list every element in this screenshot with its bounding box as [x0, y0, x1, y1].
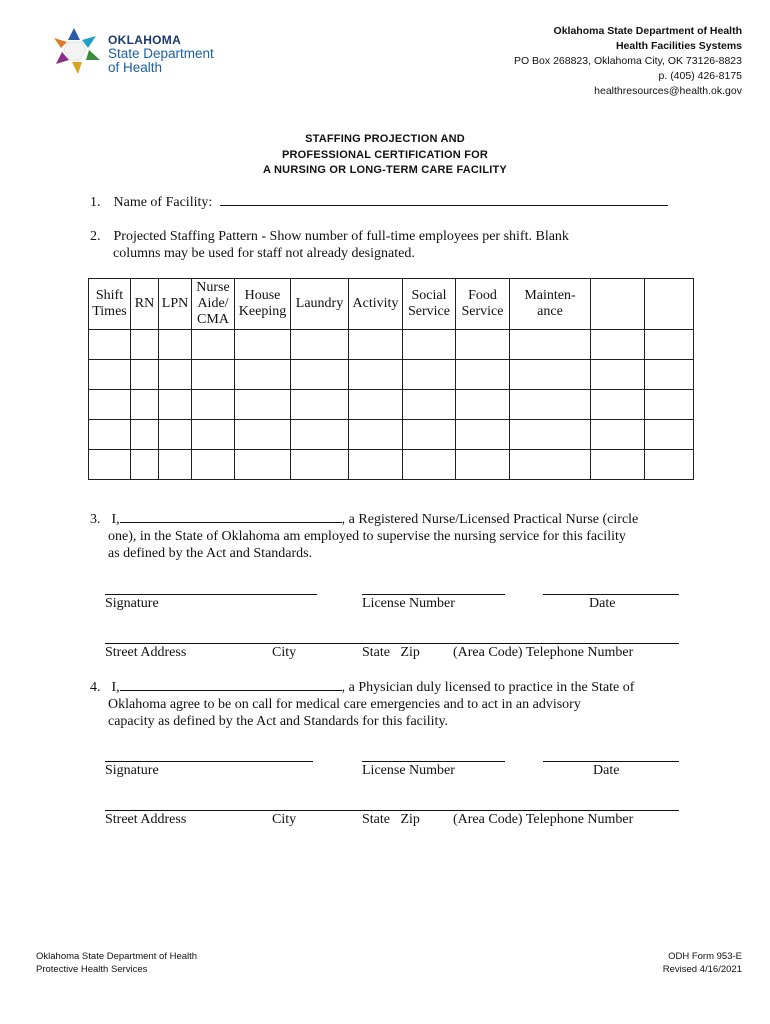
column-header-7: [403, 279, 456, 330]
q4-license-line[interactable]: [362, 761, 505, 762]
q4-line3: capacity as defined by the Act and Standards for this facility.: [108, 714, 449, 729]
table-cell[interactable]: [89, 330, 131, 360]
table-cell[interactable]: [235, 450, 291, 480]
table-cell[interactable]: [349, 390, 403, 420]
table-cell[interactable]: [403, 390, 456, 420]
table-cell[interactable]: [403, 420, 456, 450]
logo-line-1: OKLAHOMA: [108, 33, 182, 47]
q3-license-label: License Number: [362, 596, 455, 611]
question-4: [90, 679, 690, 730]
form-title: [0, 132, 770, 179]
table-cell[interactable]: [510, 360, 591, 390]
table-cell[interactable]: [403, 360, 456, 390]
table-cell[interactable]: [510, 390, 591, 420]
footer-right: [663, 950, 742, 976]
table-cell[interactable]: [89, 390, 131, 420]
table-cell[interactable]: [591, 450, 645, 480]
table-cell[interactable]: [192, 330, 235, 360]
table-cell[interactable]: [291, 360, 349, 390]
footer-revised: Revised 4/16/2021: [662, 964, 742, 975]
footer-division: Protective Health Services: [36, 964, 148, 975]
q4-street-label: Street Address: [105, 812, 187, 827]
q3-line3: as defined by the Act and Standards.: [108, 546, 313, 561]
q4-prefix: I,: [111, 680, 120, 695]
column-header-text: ance: [537, 304, 563, 319]
table-cell[interactable]: [235, 420, 291, 450]
table-cell[interactable]: [591, 330, 645, 360]
question-3: [90, 511, 690, 562]
q1-label: Name of Facility:: [113, 195, 213, 210]
column-header-text: Nurse: [196, 280, 230, 295]
q2-text-line1: Projected Staffing Pattern - Show number of full-time employees per shift. Blank: [113, 229, 569, 244]
column-header-text: Activity: [352, 296, 399, 311]
table-cell[interactable]: [89, 420, 131, 450]
table-cell[interactable]: [645, 390, 694, 420]
facility-name-field[interactable]: [220, 205, 668, 206]
q4-line1: , a Physician duly licensed to practice in the State of: [341, 680, 635, 695]
table-cell[interactable]: [456, 330, 510, 360]
table-cell[interactable]: [291, 330, 349, 360]
q2-text-line2: columns may be used for staff not already designated.: [113, 246, 415, 261]
q3-state-zip-label: State Zip: [362, 645, 420, 660]
table-cell[interactable]: [456, 420, 510, 450]
q3-prefix: I,: [111, 512, 120, 527]
table-row: [89, 330, 694, 360]
contact-email[interactable]: healthresources@health.ok.gov: [594, 85, 742, 97]
table-cell[interactable]: [192, 420, 235, 450]
table-cell[interactable]: [510, 330, 591, 360]
table-cell[interactable]: [403, 450, 456, 480]
q4-city-label: City: [272, 812, 297, 827]
title-line-1: STAFFING PROJECTION AND: [305, 133, 465, 145]
column-header-text: RN: [134, 296, 155, 311]
table-row: [89, 360, 694, 390]
table-cell[interactable]: [159, 330, 192, 360]
nurse-name-field[interactable]: [120, 522, 342, 523]
column-header-2: [159, 279, 192, 330]
column-header-6: [349, 279, 403, 330]
table-cell[interactable]: [159, 360, 192, 390]
contact-org: Oklahoma State Department of Health: [553, 25, 742, 37]
table-cell[interactable]: [159, 390, 192, 420]
question-1: [90, 194, 690, 211]
table-cell[interactable]: [456, 360, 510, 390]
logo-line-3: of Health: [108, 60, 163, 75]
footer-left: [36, 950, 197, 976]
title-line-3: A NURSING OR LONG-TERM CARE FACILITY: [263, 164, 507, 176]
q4-date-line[interactable]: [543, 761, 679, 762]
q3-line2: one), in the State of Oklahoma am employed to supervise the nursing service for this facility: [108, 529, 626, 544]
column-header-text: Food: [468, 288, 497, 303]
table-row: [89, 420, 694, 450]
column-header-text: Shift: [95, 288, 124, 303]
q3-address-line[interactable]: [105, 643, 679, 644]
table-cell[interactable]: [645, 420, 694, 450]
column-header-text: Service: [408, 304, 450, 319]
logo-line-2: State Department: [108, 46, 214, 61]
column-header-11: [645, 279, 694, 330]
footer-org: Oklahoma State Department of Health: [36, 951, 198, 962]
q3-street-label: Street Address: [105, 645, 187, 660]
q3-line1: , a Registered Nurse/Licensed Practical Nurse (circle: [341, 512, 639, 527]
q3-city-label: City: [272, 645, 297, 660]
q3-phone-label: (Area Code) Telephone Number: [453, 645, 634, 660]
column-header-text: Social: [411, 288, 447, 303]
q1-number: 1.: [90, 195, 101, 210]
column-header-8: [456, 279, 510, 330]
column-header-text: Aide/: [197, 296, 229, 311]
table-cell[interactable]: [291, 420, 349, 450]
table-cell[interactable]: [403, 330, 456, 360]
q4-date-label: Date: [593, 763, 620, 778]
table-cell[interactable]: [349, 420, 403, 450]
table-cell[interactable]: [159, 450, 192, 480]
table-cell[interactable]: [131, 420, 159, 450]
column-header-1: [131, 279, 159, 330]
q4-signature-line[interactable]: [105, 761, 313, 762]
odh-logo: [52, 26, 252, 76]
q3-date-line[interactable]: [543, 594, 679, 595]
table-cell[interactable]: [291, 450, 349, 480]
title-line-2: PROFESSIONAL CERTIFICATION FOR: [281, 148, 489, 161]
column-header-text: Mainten-: [524, 288, 576, 303]
table-cell[interactable]: [591, 360, 645, 390]
q3-signature-line[interactable]: [105, 594, 317, 595]
q3-signature-label: Signature: [105, 596, 159, 611]
table-cell[interactable]: [591, 390, 645, 420]
contact-phone: p. (405) 426-8175: [658, 70, 742, 82]
q2-number: 2.: [90, 229, 101, 244]
table-cell[interactable]: [349, 330, 403, 360]
q4-license-label: License Number: [362, 763, 455, 778]
column-header-text: Times: [92, 304, 127, 319]
q4-signature-label: Signature: [105, 763, 159, 778]
staffing-header-row: [89, 279, 694, 330]
column-header-10: [591, 279, 645, 330]
table-cell[interactable]: [131, 360, 159, 390]
column-header-3: [192, 279, 235, 330]
table-cell[interactable]: [131, 450, 159, 480]
table-cell[interactable]: [456, 390, 510, 420]
column-header-4: [235, 279, 291, 330]
table-cell[interactable]: [89, 360, 131, 390]
column-header-text: CMA: [197, 312, 229, 327]
table-cell[interactable]: [510, 450, 591, 480]
table-cell[interactable]: [591, 420, 645, 450]
q3-date-label: Date: [589, 596, 616, 611]
table-cell[interactable]: [291, 390, 349, 420]
table-cell[interactable]: [235, 330, 291, 360]
column-header-text: House: [244, 288, 281, 303]
q3-license-line[interactable]: [362, 594, 505, 595]
table-row: [89, 450, 694, 480]
table-cell[interactable]: [456, 450, 510, 480]
table-cell[interactable]: [192, 450, 235, 480]
column-header-text: Service: [461, 304, 504, 319]
table-cell[interactable]: [645, 330, 694, 360]
table-row: [89, 390, 694, 420]
column-header-0: [89, 279, 131, 330]
table-cell[interactable]: [131, 390, 159, 420]
star-logo-icon: [52, 26, 104, 76]
table-cell[interactable]: [349, 450, 403, 480]
table-cell[interactable]: [192, 360, 235, 390]
table-cell[interactable]: [131, 330, 159, 360]
table-cell[interactable]: [89, 450, 131, 480]
q4-number: 4.: [90, 680, 101, 695]
contact-division: Health Facilities Systems: [615, 40, 742, 52]
contact-address: PO Box 268823, Oklahoma City, OK 73126-8823: [513, 55, 742, 67]
q4-phone-label: (Area Code) Telephone Number: [453, 812, 634, 827]
column-header-text: LPN: [161, 296, 189, 311]
table-cell[interactable]: [235, 390, 291, 420]
table-cell[interactable]: [645, 450, 694, 480]
question-2: [90, 228, 730, 262]
q4-line2: Oklahoma agree to be on call for medical care emergencies and to act in an advisory: [108, 697, 581, 712]
table-cell[interactable]: [235, 360, 291, 390]
q4-state-zip-label: State Zip: [362, 812, 420, 827]
column-header-5: [291, 279, 349, 330]
column-header-text: Keeping: [238, 304, 287, 319]
table-cell[interactable]: [645, 360, 694, 390]
footer-form-number: ODH Form 953-E: [668, 951, 742, 962]
staffing-table: [88, 278, 694, 480]
q3-number: 3.: [90, 512, 101, 527]
table-cell[interactable]: [349, 360, 403, 390]
contact-block: [514, 24, 742, 99]
q4-address-line[interactable]: [105, 810, 679, 811]
column-header-9: [510, 279, 591, 330]
table-cell[interactable]: [510, 420, 591, 450]
column-header-text: Laundry: [295, 296, 344, 311]
physician-name-field[interactable]: [120, 690, 342, 691]
table-cell[interactable]: [192, 390, 235, 420]
table-cell[interactable]: [159, 420, 192, 450]
